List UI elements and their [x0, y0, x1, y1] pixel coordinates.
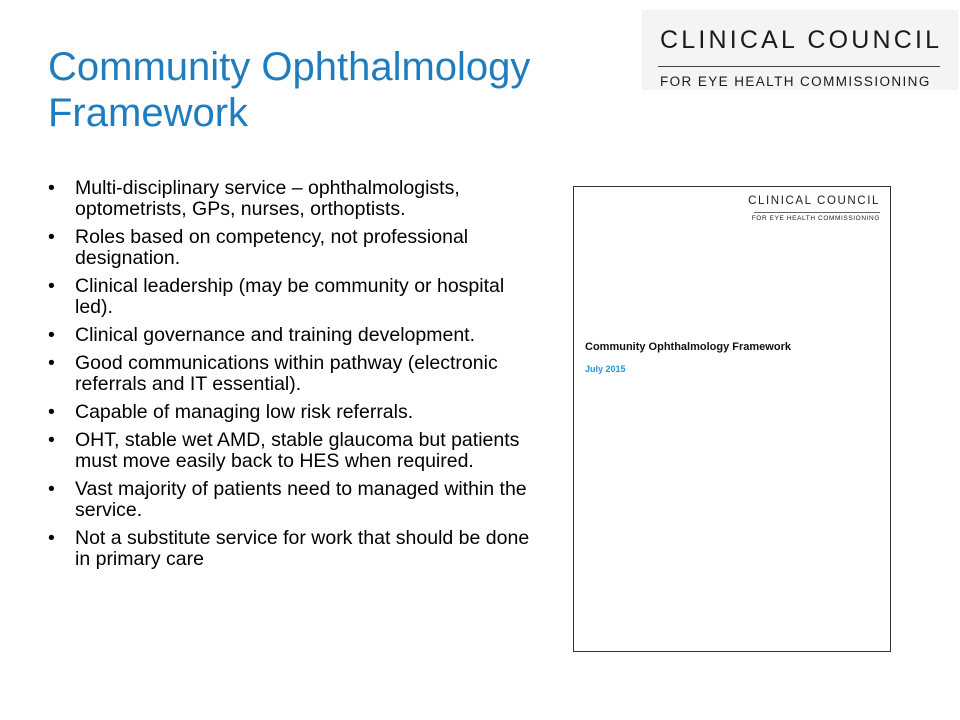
logo-line1: CLINICAL COUNCIL — [660, 26, 943, 54]
bullet-text: Capable of managing low risk referrals. — [75, 401, 414, 423]
bullet-list — [48, 178, 538, 577]
bullet-text: Multi-disciplinary service – ophthalmologists, optometrists, GPs, nurses, orthoptists. — [75, 177, 460, 220]
slide-title: Community Ophthalmology Framework — [48, 45, 531, 135]
document-logo-line2: FOR EYE HEALTH COMMISSIONING — [751, 215, 880, 222]
bullet-dot-icon: • — [48, 401, 55, 423]
bullet-dot-icon: • — [48, 478, 55, 500]
bullet-item — [48, 430, 538, 472]
bullet-item — [48, 227, 538, 269]
bullet-text: OHT, stable wet AMD, stable glaucoma but patients must move easily back to HES when required. — [75, 429, 520, 472]
bullet-item — [48, 325, 538, 346]
bullet-text: Good communications within pathway (electronic referrals and IT essential). — [75, 352, 498, 395]
bullet-text: Vast majority of patients need to managed within the service. — [75, 478, 527, 521]
bullet-item — [48, 276, 538, 318]
bullet-text: Not a substitute service for work that should be done in primary care — [75, 527, 530, 570]
bullet-text: Clinical leadership (may be community or hospital led). — [75, 275, 505, 318]
bullet-text: Roles based on competency, not professional designation. — [75, 226, 469, 269]
logo-divider — [658, 66, 940, 67]
document-title: Community Ophthalmology Framework — [585, 341, 791, 353]
document-cover-thumbnail — [573, 186, 891, 652]
document-logo-line1: CLINICAL COUNCIL — [748, 195, 880, 207]
bullet-item — [48, 479, 538, 521]
bullet-dot-icon: • — [48, 429, 55, 451]
bullet-item — [48, 528, 538, 570]
logo-line2: FOR EYE HEALTH COMMISSIONING — [660, 74, 931, 89]
bullet-item — [48, 402, 538, 423]
clinical-council-logo — [642, 10, 958, 90]
bullet-item — [48, 178, 538, 220]
bullet-item — [48, 353, 538, 395]
bullet-dot-icon: • — [48, 324, 55, 346]
bullet-text: Clinical governance and training development. — [75, 324, 475, 346]
bullet-dot-icon: • — [48, 352, 55, 374]
bullet-dot-icon: • — [48, 275, 55, 297]
bullet-dot-icon: • — [48, 177, 55, 199]
bullet-dot-icon: • — [48, 527, 55, 549]
document-logo-divider — [754, 212, 880, 213]
document-date: July 2015 — [585, 364, 626, 374]
bullet-dot-icon: • — [48, 226, 55, 248]
